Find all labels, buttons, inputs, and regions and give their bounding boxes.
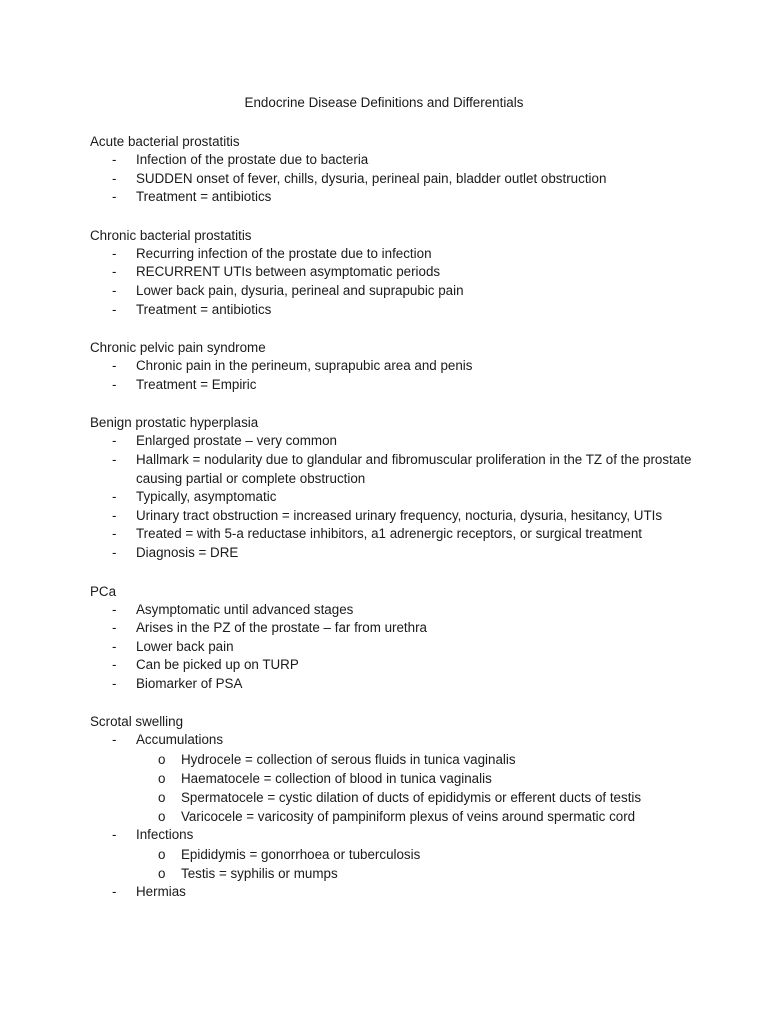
- list-item: [90, 263, 700, 282]
- section: [90, 338, 700, 394]
- document-title: Endocrine Disease Definitions and Differentials: [244, 95, 524, 110]
- section: [90, 712, 700, 901]
- sub-list-item: [90, 788, 700, 807]
- list-item-text: SUDDEN onset of fever, chills, dysuria, perineal pain, bladder outlet obstruction: [136, 170, 607, 186]
- dash-bullet-icon: -: [112, 152, 117, 167]
- circle-bullet-icon: o: [158, 771, 166, 787]
- list-item: [90, 245, 700, 264]
- dash-bullet-icon: -: [112, 883, 117, 899]
- dash-bullet-icon: -: [112, 301, 117, 317]
- dash-bullet-icon: -: [112, 282, 117, 298]
- sub-list-item-text: Spermatocele = cystic dilation of ducts of epididymis or efferent ducts of testis: [181, 790, 642, 806]
- dash-bullet-icon: -: [112, 620, 117, 636]
- list-item-text: Accumulations: [136, 732, 224, 748]
- circle-bullet-icon: o: [158, 790, 166, 806]
- dash-bullet-icon: -: [112, 526, 117, 542]
- sub-list-item-text: Varicocele = varicosity of pampiniform plexus of veins around spermatic cord: [181, 809, 636, 825]
- list-item: [90, 731, 700, 750]
- sub-list-item: [90, 807, 700, 826]
- list-item-text: RECURRENT UTIs between asymptomatic periods: [136, 264, 441, 280]
- list-item-text: Urinary tract obstruction = increased urinary frequency, nocturia, dysuria, hesitancy, UTIs: [136, 507, 663, 523]
- list-item: [90, 188, 700, 207]
- dash-bullet-icon: -: [112, 170, 117, 186]
- list-item-text: Can be picked up on TURP: [136, 657, 299, 673]
- list-item-text: Biomarker of PSA: [136, 675, 243, 691]
- list-item: [90, 883, 700, 902]
- list-item-text: Typically, asymptomatic: [136, 489, 277, 505]
- sub-list-item-text: Testis = syphilis or mumps: [181, 865, 338, 881]
- circle-bullet-icon: o: [158, 865, 166, 881]
- list-item-text: Infections: [136, 827, 194, 843]
- list-item-text: Treatment = antibiotics: [136, 301, 272, 317]
- sub-list-item: [90, 845, 700, 864]
- document-body: [90, 132, 700, 920]
- list-item-text: Arises in the PZ of the prostate – far from urethra: [136, 620, 428, 636]
- list-item: [90, 357, 700, 376]
- list-item-text: Recurring infection of the prostate due to infection: [136, 245, 432, 261]
- dash-bullet-icon: -: [112, 601, 117, 617]
- sub-list-item-text: Haematocele = collection of blood in tunica vaginalis: [181, 771, 492, 787]
- list-item-text: Enlarged prostate – very common: [136, 433, 337, 449]
- dash-bullet-icon: -: [112, 358, 117, 374]
- dash-bullet-icon: -: [112, 489, 117, 505]
- dash-bullet-icon: -: [112, 376, 117, 392]
- list-item: [90, 638, 700, 657]
- list-item: [90, 301, 700, 320]
- dash-bullet-icon: -: [112, 245, 117, 261]
- dash-bullet-icon: -: [112, 189, 117, 205]
- list-item-text: Chronic pain in the perineum, suprapubic area and penis: [136, 358, 473, 374]
- dash-bullet-icon: -: [112, 451, 117, 467]
- list-item-text: Treated = with 5-a reductase inhibitors, a1 adrenergic receptors, or surgical treatment: [136, 526, 642, 542]
- circle-bullet-icon: o: [158, 809, 166, 825]
- list-item-text: Lower back pain: [136, 638, 234, 654]
- section-heading: Benign prostatic hyperplasia: [90, 415, 259, 431]
- dash-bullet-icon: -: [112, 827, 117, 843]
- list-item: [90, 619, 700, 638]
- dash-bullet-icon: -: [112, 264, 117, 280]
- dash-bullet-icon: -: [112, 732, 117, 748]
- list-item-text: Lower back pain, dysuria, perineal and suprapubic pain: [136, 282, 464, 298]
- list-item-text: Hermias: [136, 883, 186, 899]
- sub-list-item: [90, 750, 700, 769]
- dash-bullet-icon: -: [112, 544, 117, 560]
- list-item: [90, 432, 700, 451]
- section-heading: PCa: [90, 583, 117, 599]
- dash-bullet-icon: -: [112, 657, 117, 673]
- list-item: [90, 488, 700, 507]
- list-item-text: Hallmark = nodularity due to glandular and fibromuscular proliferation in the TZ of the prostate causing partial or complete obstruction: [136, 451, 692, 486]
- dash-bullet-icon: -: [112, 675, 117, 691]
- section-heading: Acute bacterial prostatitis: [90, 134, 240, 149]
- list-item-text: Diagnosis = DRE: [136, 544, 239, 560]
- section-heading: Chronic bacterial prostatitis: [90, 227, 252, 243]
- list-item: [90, 376, 700, 395]
- list-item-text: Treatment = Empiric: [136, 376, 257, 392]
- list-item: [90, 170, 700, 189]
- list-item: [90, 282, 700, 301]
- dash-bullet-icon: -: [112, 638, 117, 654]
- sub-list-item-text: Epididymis = gonorrhoea or tuberculosis: [181, 846, 421, 862]
- section: [90, 413, 700, 562]
- list-item: [90, 525, 700, 544]
- section: [90, 132, 700, 207]
- section-heading: Scrotal swelling: [90, 714, 184, 730]
- list-item: [90, 507, 700, 526]
- sub-list-item-text: Hydrocele = collection of serous fluids in tunica vaginalis: [181, 752, 516, 768]
- circle-bullet-icon: o: [158, 846, 166, 862]
- list-item: [90, 826, 700, 845]
- list-item-text: Infection of the prostate due to bacteria: [136, 152, 369, 167]
- list-item: [90, 451, 700, 488]
- circle-bullet-icon: o: [158, 752, 166, 768]
- sub-list-item: [90, 769, 700, 788]
- list-item-text: Asymptomatic until advanced stages: [136, 601, 354, 617]
- list-item: [90, 544, 700, 563]
- sub-list-item: [90, 864, 700, 883]
- section: [90, 226, 700, 319]
- list-item: [90, 675, 700, 694]
- section: [90, 582, 700, 694]
- dash-bullet-icon: -: [112, 507, 117, 523]
- list-item: [90, 601, 700, 620]
- dash-bullet-icon: -: [112, 433, 117, 449]
- list-item-text: Treatment = antibiotics: [136, 189, 272, 205]
- list-item: [90, 656, 700, 675]
- section-heading: Chronic pelvic pain syndrome: [90, 340, 266, 356]
- list-item: [90, 151, 700, 170]
